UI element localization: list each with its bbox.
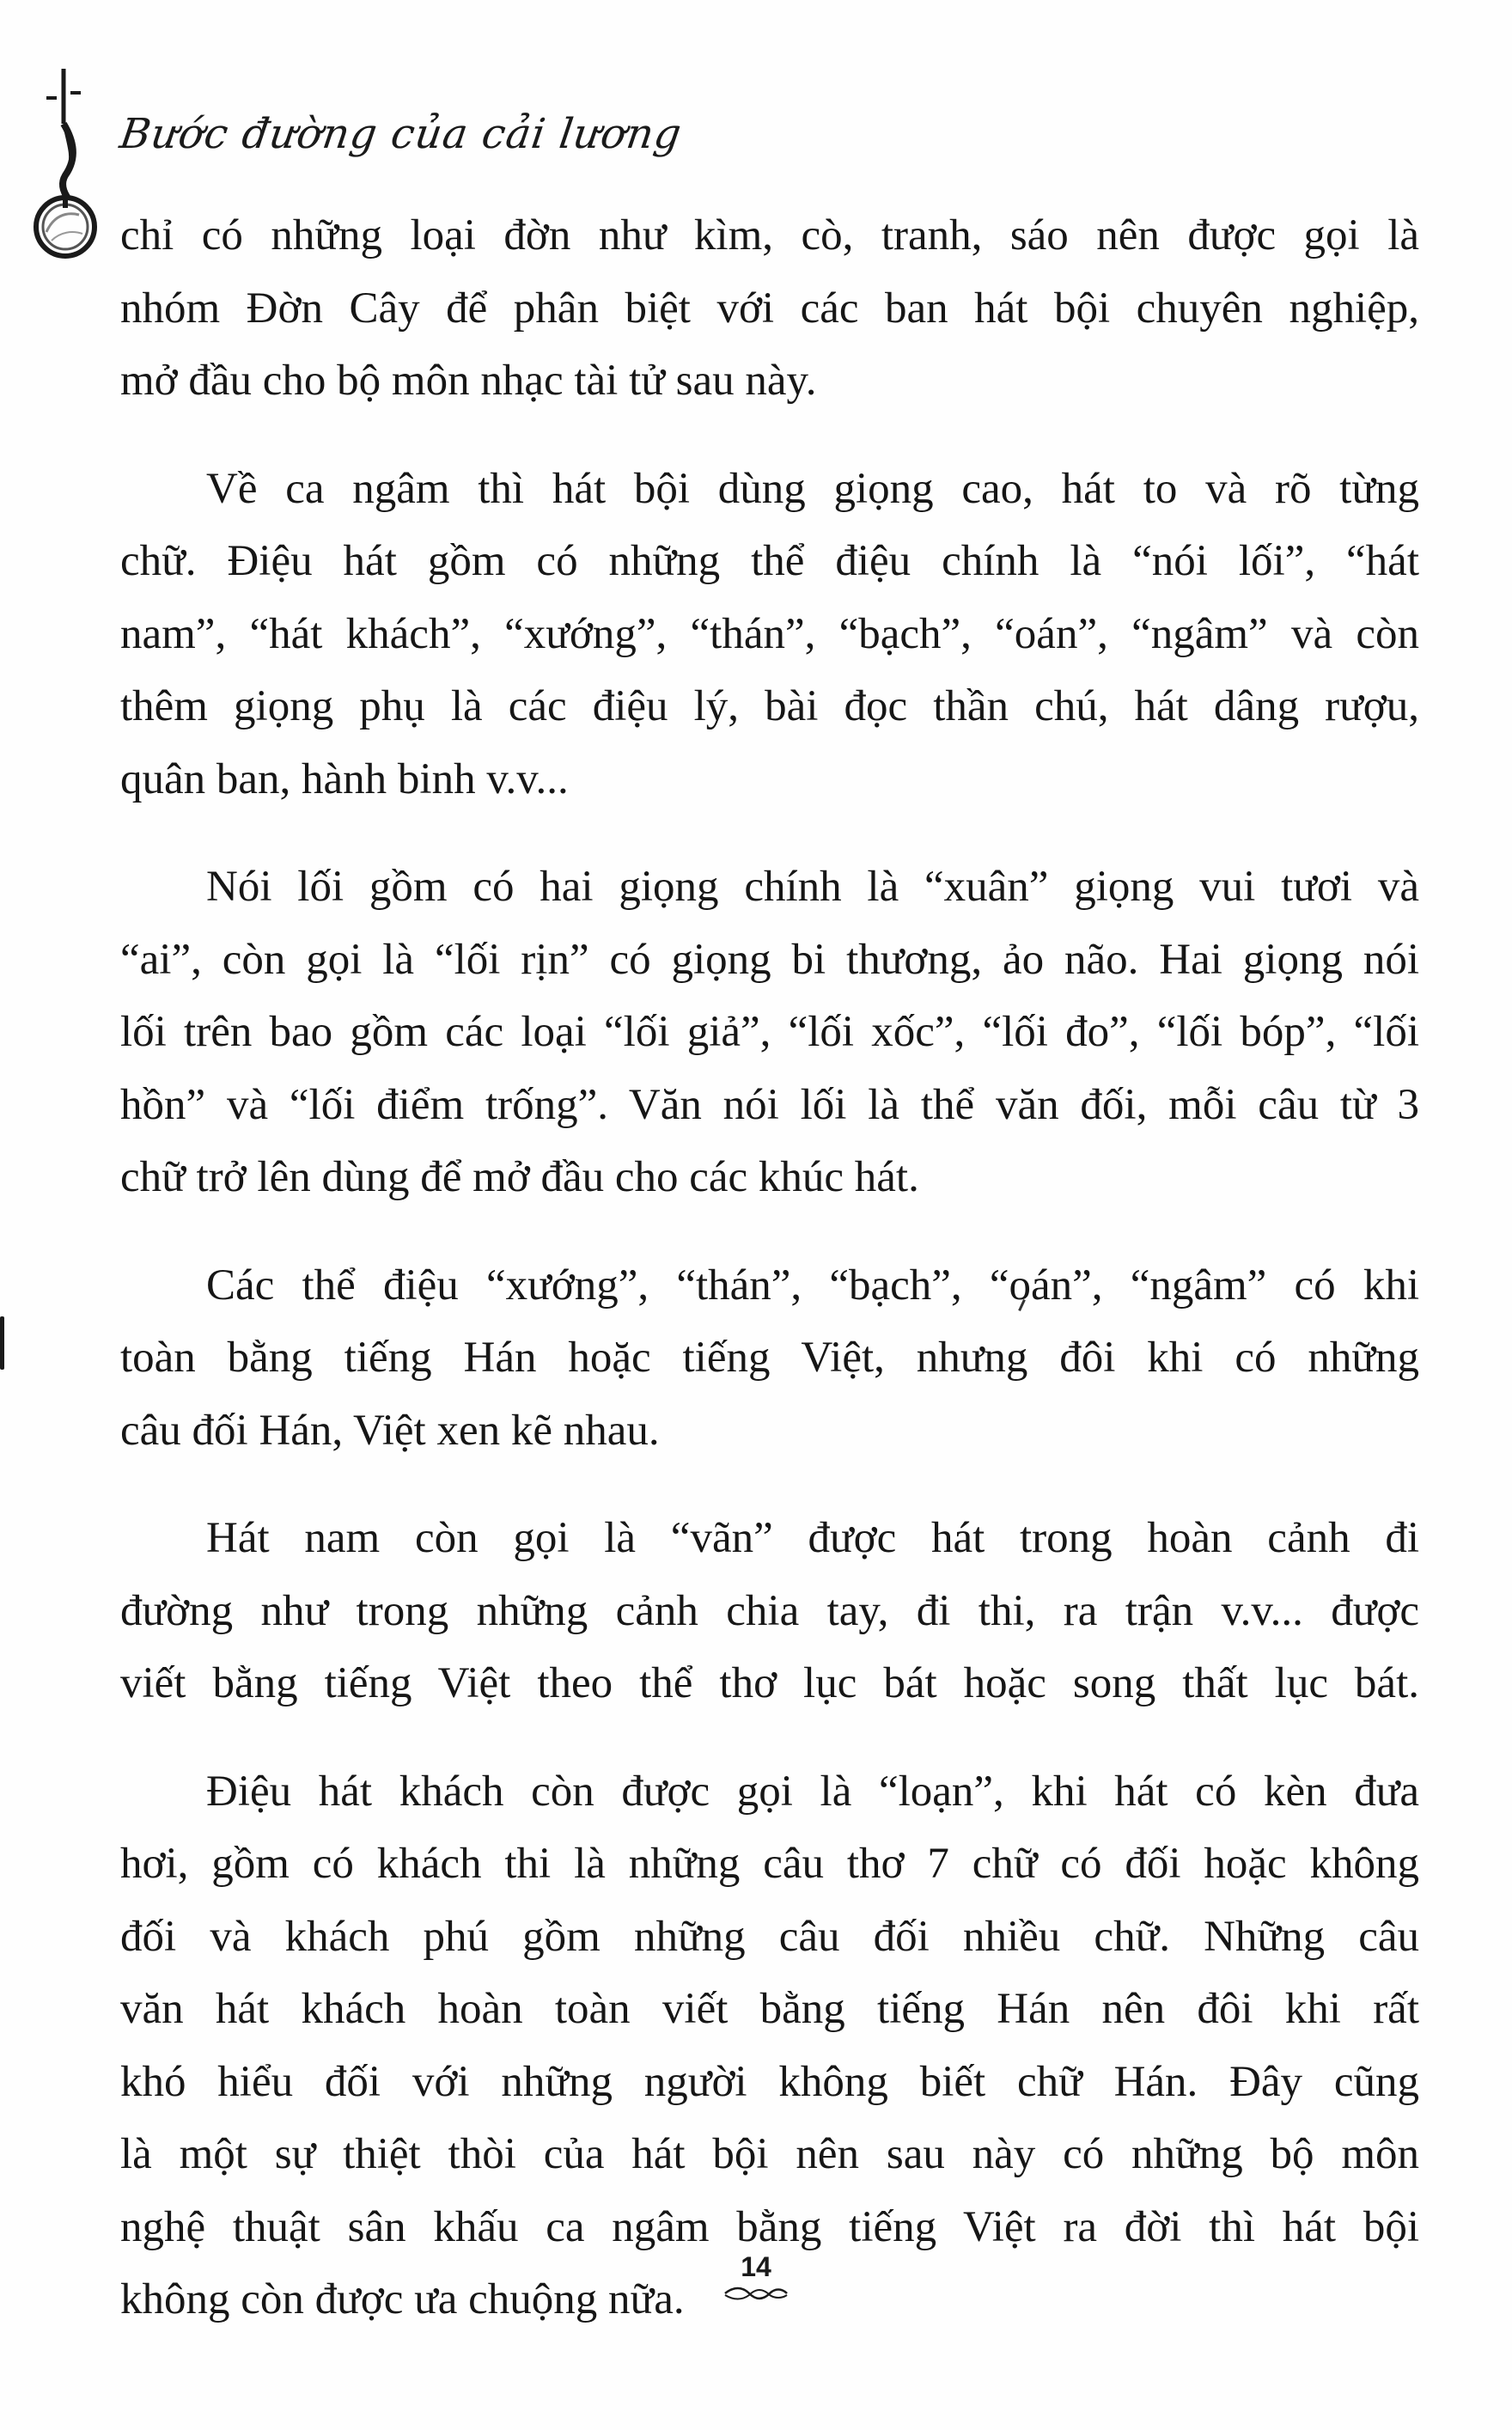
body-text — [120, 199, 1419, 2372]
text-line: Hát nam còn gọi là “vãn” được hát trong hoàn cảnh đi — [206, 1514, 1419, 1562]
text-line: nhóm Đờn Cây để phân biệt với các ban hát bội chuyên nghiệp, — [120, 284, 1419, 333]
page-footer — [0, 2251, 1512, 2302]
paragraph — [120, 199, 1419, 418]
text-line: toàn bằng tiếng Hán hoặc tiếng Việt, nhưng đôi khi có những — [120, 1334, 1419, 1382]
page-number: 14 — [741, 2251, 771, 2282]
text-line: là một sự thiệt thòi của hát bội nên sau này có những bộ môn — [120, 2130, 1419, 2178]
text-line: nam”, “hát khách”, “xướng”, “thán”, “bạch”, “oán”, “ngâm” và còn — [120, 609, 1419, 658]
running-title: Bước đường của cải lương — [117, 110, 686, 158]
paragraph — [120, 453, 1419, 816]
text-line: Nói lối gồm có hai giọng chính là “xuân” giọng vui tươi và — [206, 863, 1419, 911]
margin-mark — [0, 1316, 4, 1370]
text-line: không còn được ưa chuộng nữa. — [120, 2275, 685, 2323]
flourish-icon — [722, 2285, 790, 2302]
text-line: câu đối Hán, Việt xen kẽ nhau. — [120, 1406, 660, 1455]
text-line: quân ban, hành binh v.v... — [120, 754, 569, 803]
text-line: thêm giọng phụ là các điệu lý, bài đọc thần chú, hát dâng rượu, — [120, 682, 1419, 730]
dan-bau-instrument-icon — [12, 64, 115, 261]
text-line: đối và khách phú gồm những câu đối nhiều chữ. Những câu — [120, 1912, 1419, 1961]
text-line: “ai”, còn gọi là “lối rịn” có giọng bi thương, ảo não. Hai giọng nói — [120, 935, 1419, 984]
text-line: hồn” và “lối điểm trống”. Văn nói lối là thể văn đối, mỗi câu từ 3 — [120, 1080, 1419, 1129]
text-line: khó hiểu đối với những người không biết chữ Hán. Đây cũng — [120, 2057, 1419, 2106]
paragraph — [120, 1755, 1419, 2336]
text-line: chữ. Điệu hát gồm có những thể điệu chính là “nói lối”, “hát — [120, 537, 1419, 585]
paragraph — [120, 1502, 1419, 1720]
text-line: Về ca ngâm thì hát bội dùng giọng cao, hát to và rõ từng — [206, 464, 1419, 513]
text-line: chữ trở lên dùng để mở đầu cho các khúc hát. — [120, 1153, 919, 1201]
text-line: lối trên bao gồm các loại “lối giả”, “lối xốc”, “lối đo”, “lối bóp”, “lối — [120, 1008, 1419, 1056]
text-line: Điệu hát khách còn được gọi là “loạn”, khi hát có kèn đưa — [206, 1767, 1419, 1816]
text-line: đường như trong những cảnh chia tay, đi thi, ra trận v.v... được — [120, 1586, 1419, 1635]
paragraph — [120, 1249, 1419, 1468]
text-line: chỉ có những loại đờn như kìm, cò, tranh, sáo nên được gọi là — [120, 211, 1419, 259]
text-line: văn hát khách hoàn toàn viết bằng tiếng Hán nên đôi khi rất — [120, 1985, 1419, 2033]
text-line: nghệ thuật sân khấu ca ngâm bằng tiếng Việt ra đời thì hát bội — [120, 2202, 1419, 2251]
text-line: Các thể điệu “xướng”, “thán”, “bạch”, “oán”, “ngâm” có khi — [206, 1261, 1419, 1310]
text-line: hơi, gồm có khách thi là những câu thơ 7 chữ có đối hoặc không — [120, 1840, 1419, 1888]
text-line: mở đầu cho bộ môn nhạc tài tử sau này. — [120, 357, 817, 405]
text-line: viết bằng tiếng Việt theo thể thơ lục bát hoặc song thất lục bát. — [120, 1659, 1419, 1707]
paragraph — [120, 851, 1419, 1214]
